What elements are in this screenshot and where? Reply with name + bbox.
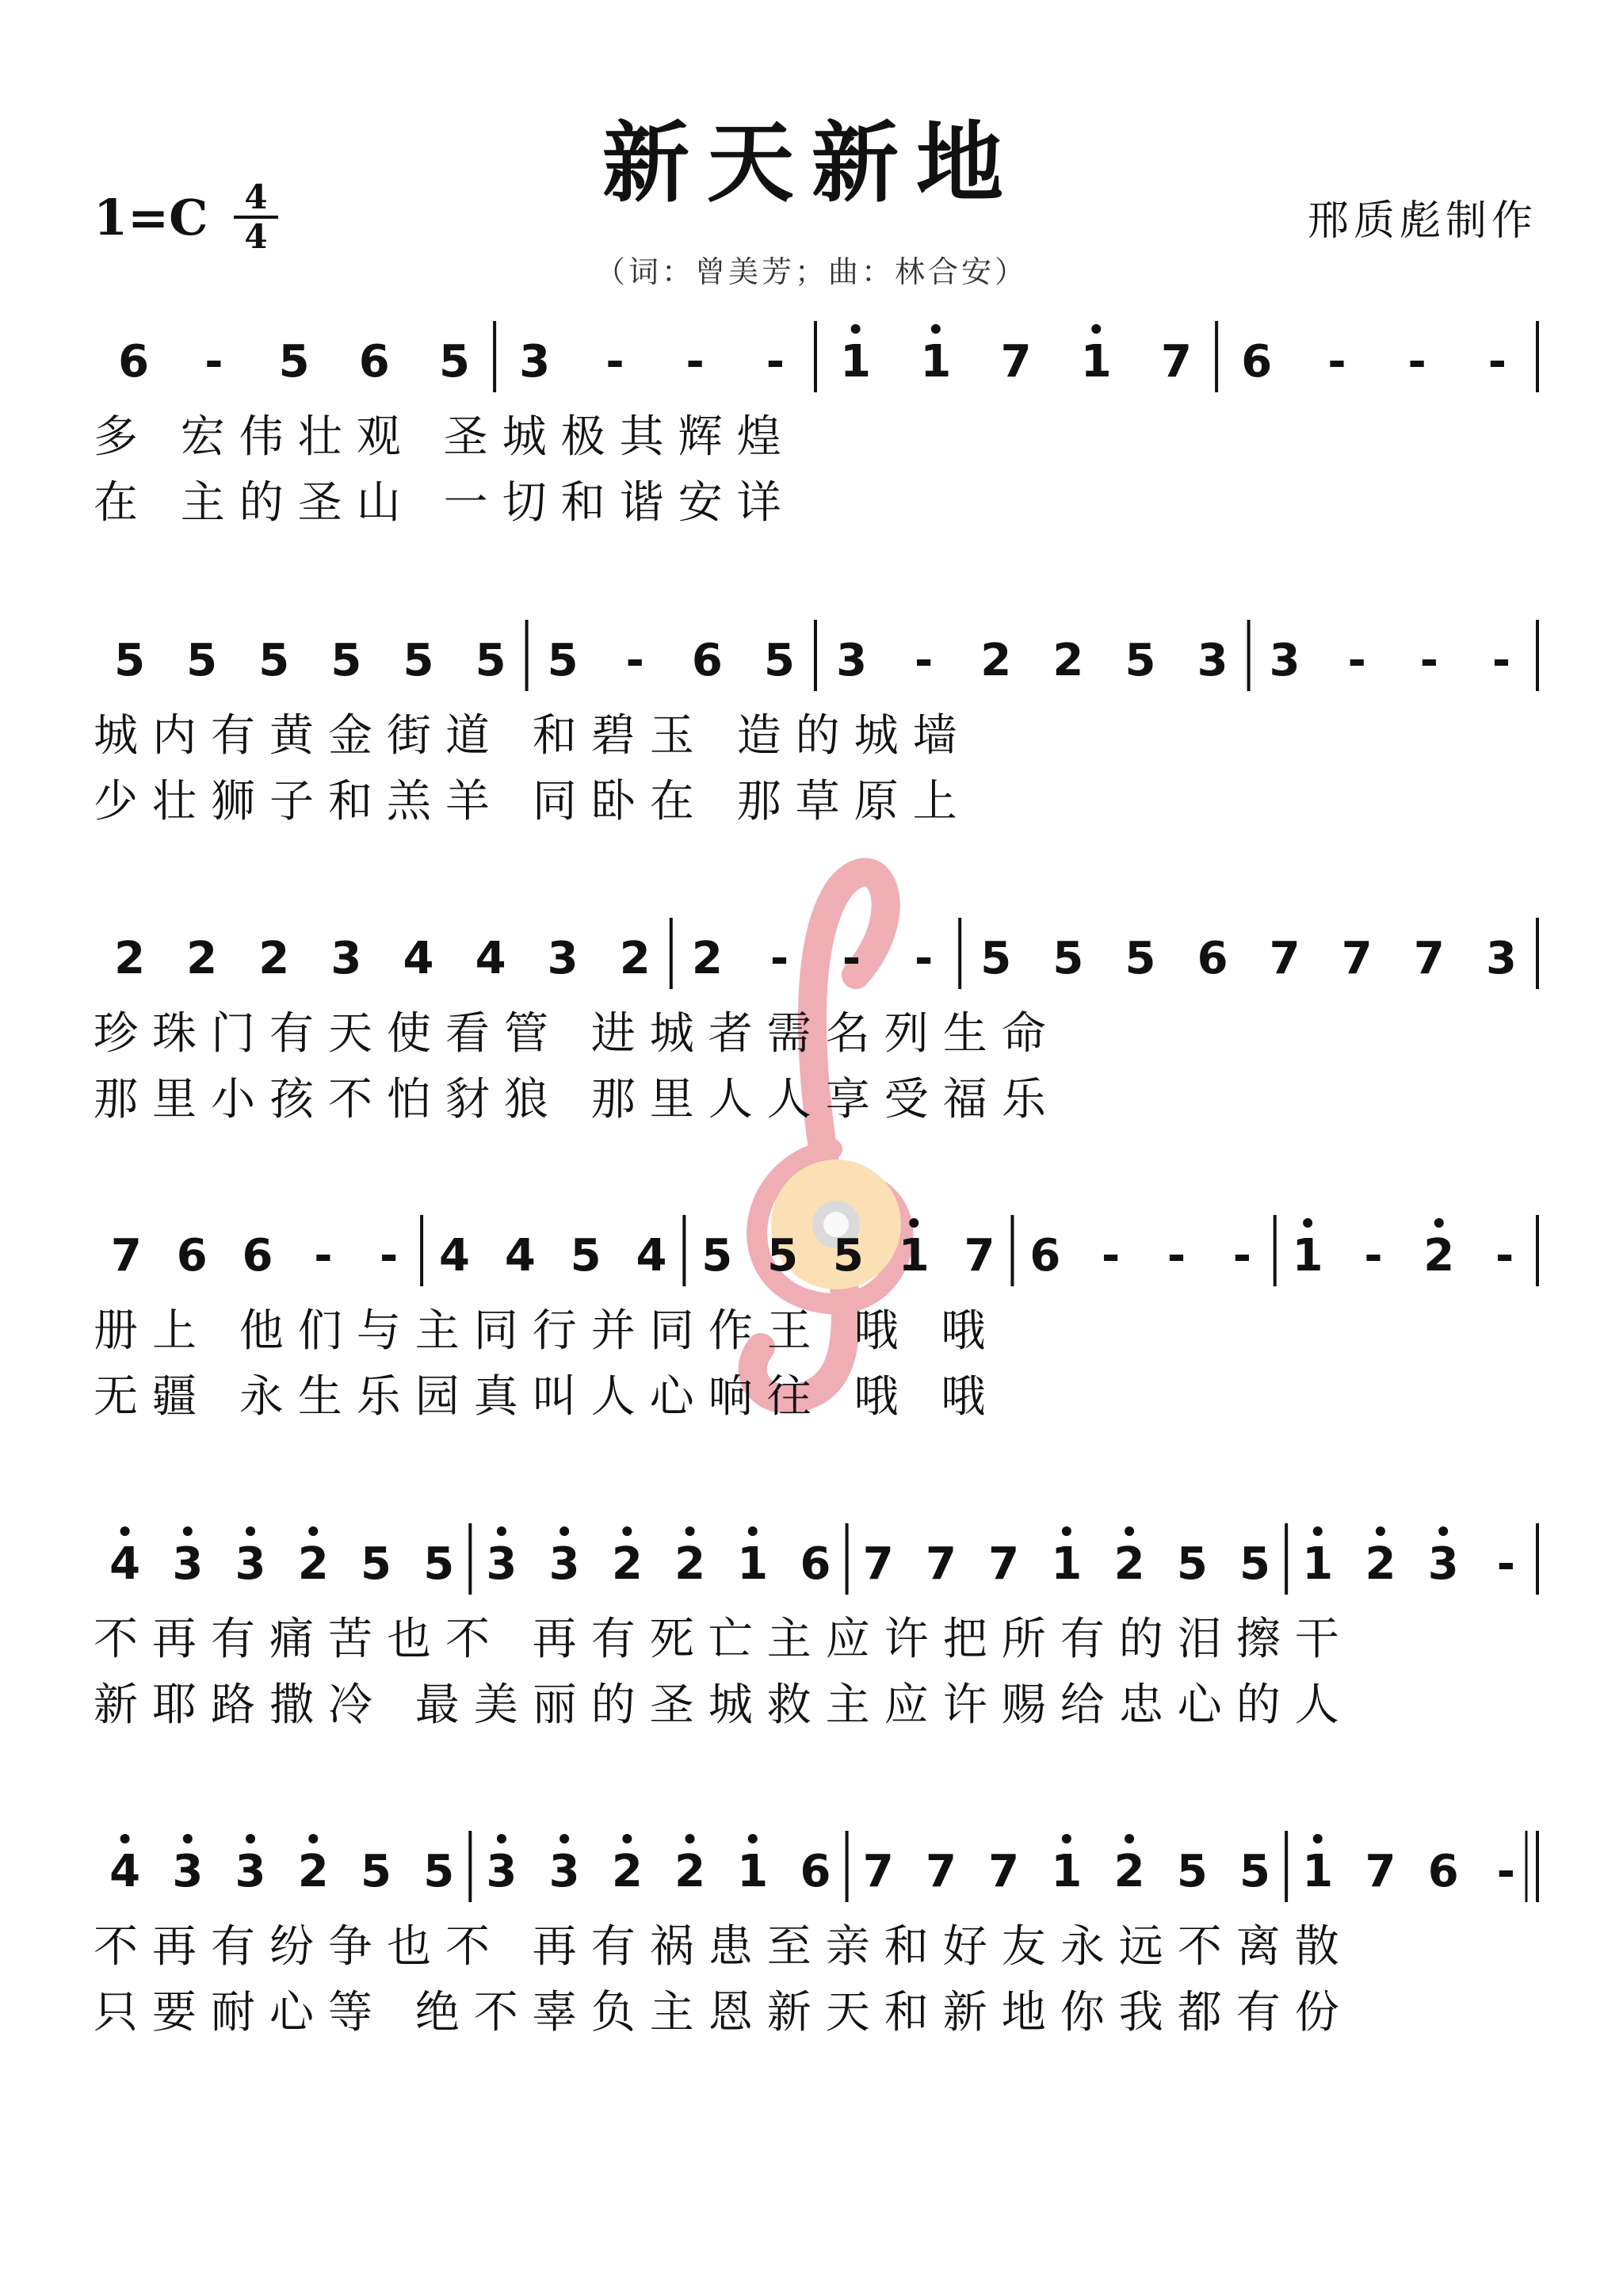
lyric-verse-2: 在 主的圣山 一切和谐安详 <box>94 477 796 529</box>
note-digit: 4 <box>109 1538 141 1590</box>
note-digit: 5 <box>832 1230 864 1282</box>
score-row <box>94 620 1537 827</box>
note-digit: 6 <box>800 1846 831 1897</box>
note-digit: 5 <box>547 635 579 686</box>
note-digit: 3 <box>519 336 551 388</box>
note-digit: 6 <box>1029 1230 1061 1282</box>
note-digit: 2 <box>1113 1846 1145 1897</box>
note-digit: 2 <box>1113 1538 1145 1590</box>
score-row <box>94 321 1537 529</box>
octave-dot <box>748 1526 758 1536</box>
note-digit: 6 <box>176 1230 208 1282</box>
note-digit: 5 <box>403 635 434 686</box>
note-digit: 3 <box>235 1846 266 1897</box>
octave-dot <box>1438 1526 1448 1536</box>
lyric-verse-1: 不再有痛苦也不 再有死亡主应许把所有的泪擦干 <box>94 1614 1354 1665</box>
note-digit: 2 <box>1365 1538 1396 1590</box>
octave-dot <box>120 1834 130 1843</box>
note-dash: - <box>380 1230 399 1282</box>
octave-dot <box>1062 1526 1071 1536</box>
note-dash: - <box>1167 1230 1186 1282</box>
note-dash: - <box>1364 1230 1383 1282</box>
note-digit: 5 <box>475 635 506 686</box>
octave-dot <box>1091 324 1101 334</box>
note-digit: 7 <box>862 1538 894 1590</box>
note-digit: 4 <box>403 933 434 984</box>
note-dash: - <box>1347 635 1366 686</box>
lyric-verse-1: 城内有黄金街道 和碧玉 造的城墙 <box>94 710 972 762</box>
time-signature-bottom: 4 <box>244 217 268 256</box>
octave-dot <box>685 1834 695 1843</box>
note-digit: 2 <box>297 1538 329 1590</box>
note-digit: 1 <box>737 1846 769 1897</box>
note-digit: 6 <box>691 635 723 686</box>
note-digit: 7 <box>1413 933 1445 984</box>
note-digit: 2 <box>691 933 723 984</box>
note-digit: 1 <box>1292 1230 1323 1282</box>
note-dash: - <box>1419 635 1438 686</box>
octave-dot <box>497 1834 506 1843</box>
note-dash: - <box>1495 1230 1514 1282</box>
note-digit: 1 <box>920 336 952 388</box>
note-digit: 3 <box>330 933 362 984</box>
note-digit: 3 <box>548 1538 580 1590</box>
lyric-verse-1: 多 宏伟壮观 圣城极其辉煌 <box>94 411 796 463</box>
octave-dot <box>1376 1526 1385 1536</box>
note-digit: 1 <box>737 1538 769 1590</box>
note-digit: 1 <box>840 336 872 388</box>
note-dash: - <box>625 635 644 686</box>
note-digit: 5 <box>701 1230 733 1282</box>
note-digit: 6 <box>1427 1846 1459 1897</box>
note-digit: 3 <box>836 635 868 686</box>
note-dash: - <box>1232 1230 1251 1282</box>
note-digit: 5 <box>763 635 795 686</box>
note-dash: - <box>1487 336 1507 388</box>
note-digit: 7 <box>988 1538 1020 1590</box>
note-digit: 5 <box>278 336 310 388</box>
note-digit: 5 <box>439 336 470 388</box>
note-digit: 6 <box>118 336 150 388</box>
note-digit: 4 <box>636 1230 667 1282</box>
lyric-verse-2: 无疆 永生乐园真叫人心响往 哦 哦 <box>94 1371 1000 1423</box>
note-digit: 5 <box>186 635 218 686</box>
note-digit: 1 <box>1302 1846 1334 1897</box>
note-digit: 2 <box>1423 1230 1455 1282</box>
octave-dot <box>183 1834 193 1843</box>
note-digit: 5 <box>330 635 362 686</box>
note-digit: 3 <box>548 1846 580 1897</box>
note-digit: 7 <box>1365 1846 1396 1897</box>
note-dash: - <box>204 336 223 388</box>
note-digit: 7 <box>1161 336 1192 388</box>
note-dash: - <box>915 635 934 686</box>
octave-dot <box>308 1834 318 1843</box>
note-digit: 3 <box>486 1846 517 1897</box>
note-digit: 6 <box>1197 933 1228 984</box>
page-title: 新天新地 <box>602 112 1021 214</box>
author-credit: 邢质彪制作 <box>1307 197 1537 245</box>
octave-dot <box>748 1834 758 1843</box>
note-digit: 3 <box>1427 1538 1459 1590</box>
note-digit: 5 <box>114 635 146 686</box>
note-digit: 5 <box>1239 1538 1271 1590</box>
note-digit: 1 <box>1051 1538 1083 1590</box>
time-signature-top: 4 <box>244 178 268 216</box>
octave-dot <box>246 1526 255 1536</box>
note-digit: 4 <box>475 933 506 984</box>
note-digit: 2 <box>674 1846 706 1897</box>
octave-dot <box>1313 1526 1323 1536</box>
octave-dot <box>497 1526 506 1536</box>
note-digit: 7 <box>862 1846 894 1897</box>
note-digit: 7 <box>925 1538 957 1590</box>
note-dash: - <box>1496 1846 1516 1897</box>
octave-dot <box>183 1526 193 1536</box>
note-dash: - <box>1407 336 1426 388</box>
note-digit: 5 <box>1125 933 1156 984</box>
octave-dot <box>1125 1834 1134 1843</box>
note-digit: 2 <box>611 1538 643 1590</box>
lyric-verse-2: 少壮狮子和羔羊 同卧在 那草原上 <box>94 776 972 827</box>
note-digit: 2 <box>611 1846 643 1897</box>
note-digit: 7 <box>925 1846 957 1897</box>
lyric-verse-1: 不再有纷争也不 再有祸患至亲和好友永远不离散 <box>94 1921 1354 1973</box>
note-digit: 5 <box>1239 1846 1271 1897</box>
note-digit: 5 <box>570 1230 601 1282</box>
note-digit: 2 <box>619 933 651 984</box>
note-dash: - <box>915 933 934 984</box>
octave-dot <box>1125 1526 1134 1536</box>
lyric-verse-2: 只要耐心等 绝不辜负主恩新天和新地你我都有份 <box>94 1987 1354 2038</box>
octave-dot <box>931 324 941 334</box>
note-digit: 2 <box>114 933 146 984</box>
note-dash: - <box>842 933 861 984</box>
note-digit: 7 <box>1269 933 1300 984</box>
octave-dot <box>1062 1834 1071 1843</box>
note-digit: 7 <box>988 1846 1020 1897</box>
note-digit: 7 <box>1000 336 1032 388</box>
note-digit: 5 <box>1176 1538 1208 1590</box>
note-digit: 2 <box>980 635 1012 686</box>
note-digit: 4 <box>109 1846 141 1897</box>
note-digit: 5 <box>360 1538 391 1590</box>
octave-dot <box>246 1834 255 1843</box>
octave-dot <box>559 1834 569 1843</box>
note-digit: 7 <box>110 1230 142 1282</box>
note-dash: - <box>1491 635 1511 686</box>
octave-dot <box>851 324 861 334</box>
note-digit: 5 <box>980 933 1012 984</box>
note-digit: 7 <box>964 1230 995 1282</box>
key-signature: 1=C <box>94 189 208 246</box>
octave-dot <box>559 1526 569 1536</box>
note-digit: 2 <box>674 1538 706 1590</box>
note-digit: 5 <box>423 1538 455 1590</box>
note-dash: - <box>1102 1230 1121 1282</box>
note-dash: - <box>605 336 624 388</box>
note-dash: - <box>1327 336 1346 388</box>
note-digit: 5 <box>1176 1846 1208 1897</box>
note-digit: 3 <box>172 1538 204 1590</box>
octave-dot <box>1303 1218 1312 1228</box>
note-digit: 6 <box>1241 336 1273 388</box>
score-row <box>94 1831 1537 2038</box>
lyric-verse-2: 那里小孩不怕豺狼 那里人人享受福乐 <box>94 1074 1060 1125</box>
note-digit: 1 <box>1302 1538 1334 1590</box>
lyric-verse-2: 新耶路撒冷 最美丽的圣城救主应许赐给忠心的人 <box>94 1679 1354 1731</box>
note-digit: 5 <box>258 635 290 686</box>
note-digit: 3 <box>1197 635 1228 686</box>
note-digit: 5 <box>1052 933 1084 984</box>
score-row <box>94 1523 1537 1731</box>
octave-dot <box>308 1526 318 1536</box>
note-digit: 2 <box>186 933 218 984</box>
lyric-verse-1: 珍珠门有天使看管 进城者需名列生命 <box>94 1008 1060 1060</box>
note-dash: - <box>685 336 705 388</box>
lyric-verse-1: 册上 他们与主同行并同作王 哦 哦 <box>94 1305 1000 1357</box>
note-dash: - <box>769 933 789 984</box>
octave-dot <box>685 1526 695 1536</box>
note-digit: 2 <box>258 933 290 984</box>
note-digit: 1 <box>898 1230 930 1282</box>
note-dash: - <box>766 336 785 388</box>
octave-dot <box>622 1526 632 1536</box>
note-digit: 2 <box>1052 635 1084 686</box>
note-digit: 1 <box>1051 1846 1083 1897</box>
lyric-composer-credits: （词：曾美芳；曲：林合安） <box>594 254 1028 289</box>
note-digit: 3 <box>235 1538 266 1590</box>
note-digit: 6 <box>242 1230 273 1282</box>
note-digit: 5 <box>423 1846 455 1897</box>
note-digit: 3 <box>1269 635 1300 686</box>
note-digit: 3 <box>547 933 579 984</box>
note-digit: 5 <box>1125 635 1156 686</box>
note-dash: - <box>314 1230 333 1282</box>
note-digit: 5 <box>767 1230 799 1282</box>
note-dash: - <box>1496 1538 1516 1590</box>
note-digit: 2 <box>297 1846 329 1897</box>
note-digit: 7 <box>1341 933 1373 984</box>
note-digit: 4 <box>504 1230 536 1282</box>
note-digit: 6 <box>358 336 390 388</box>
note-digit: 1 <box>1080 336 1112 388</box>
octave-dot <box>909 1218 918 1228</box>
note-digit: 4 <box>439 1230 470 1282</box>
octave-dot <box>1434 1218 1444 1228</box>
octave-dot <box>1313 1834 1323 1843</box>
note-digit: 3 <box>486 1538 517 1590</box>
note-digit: 5 <box>360 1846 391 1897</box>
note-digit: 3 <box>1485 933 1517 984</box>
octave-dot <box>622 1834 632 1843</box>
octave-dot <box>120 1526 130 1536</box>
note-digit: 6 <box>800 1538 831 1590</box>
note-digit: 3 <box>172 1846 204 1897</box>
